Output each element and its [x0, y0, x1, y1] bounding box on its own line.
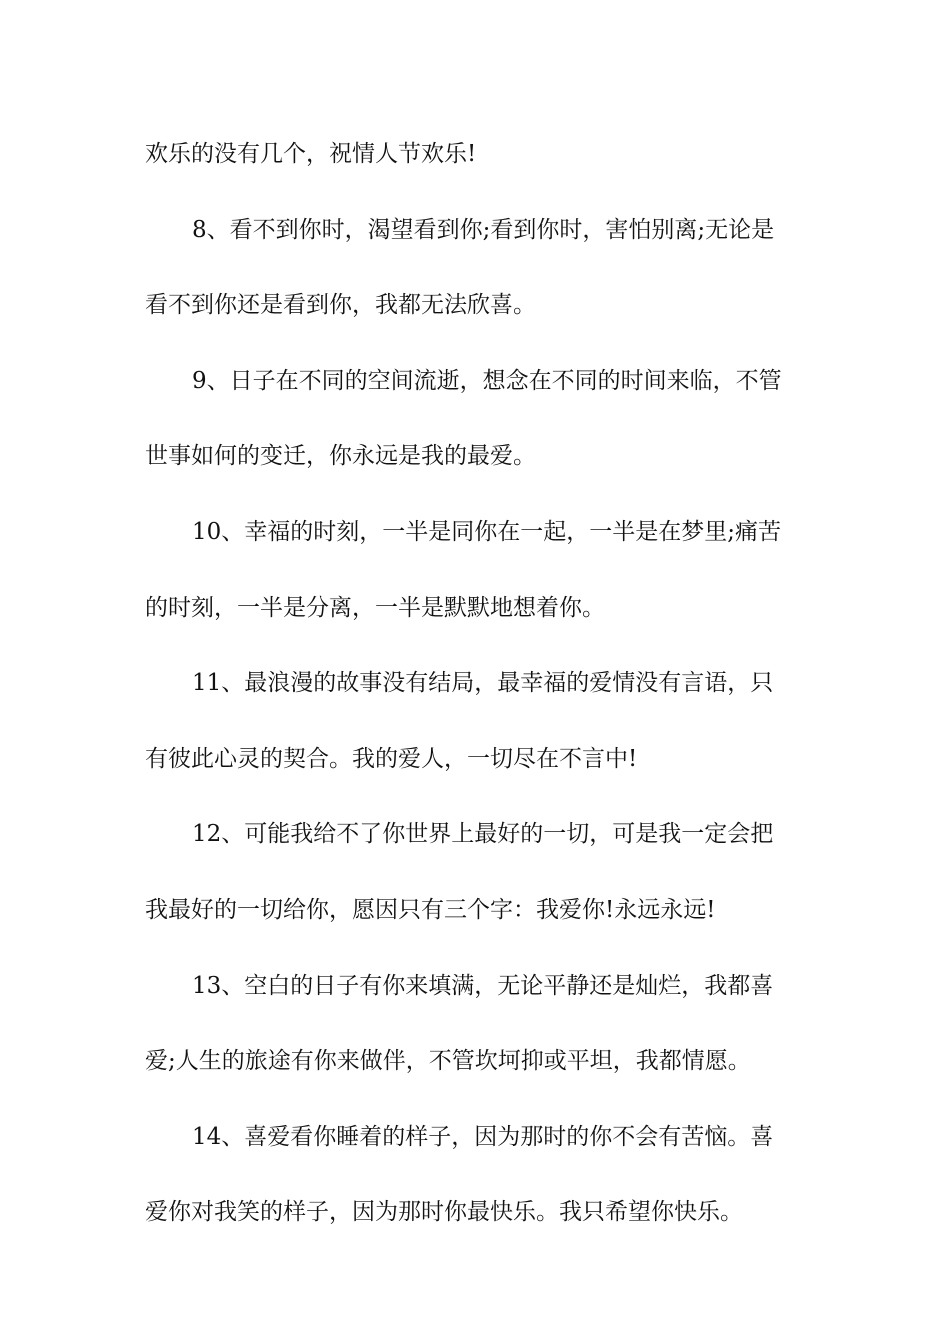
paragraph-14-line-2: 爱你对我笑的样子，因为那时你最快乐。我只希望你快乐。 — [145, 1199, 743, 1226]
text-line-1: 欢乐的没有几个，祝情人节欢乐! — [145, 141, 477, 167]
paragraph-12-line-1: 12、可能我给不了你世界上最好的一切，可是我一定会把 — [192, 821, 774, 848]
paragraph-14-line-1: 14、喜爱看你睡着的样子，因为那时的你不会有苦恼。喜 — [192, 1123, 774, 1150]
document-body — [145, 126, 807, 1260]
paragraph-9-line-1: 9、日子在不同的空间流逝，想念在不同的时间来临，不管 — [192, 367, 782, 394]
paragraph-9-line-2: 世事如何的变迁，你永远是我的最爱。 — [145, 443, 536, 470]
paragraph-8-line-2: 看不到你还是看到你，我都无法欣喜。 — [145, 292, 536, 319]
paragraph-13-line-1: 13、空白的日子有你来填满，无论平静还是灿烂，我都喜 — [192, 972, 774, 999]
paragraph-10-line-2: 的时刻，一半是分离，一半是默默地想着你。 — [145, 594, 605, 621]
paragraph-11-line-1: 11、最浪漫的故事没有结局，最幸福的爱情没有言语，只 — [192, 670, 774, 697]
paragraph-13-line-2: 爱;人生的旅途有你来做伴，不管坎坷抑或平坦，我都情愿。 — [145, 1048, 751, 1075]
paragraph-8-line-1: 8、看不到你时，渴望看到你;看到你时，害怕别离;无论是 — [192, 216, 775, 243]
paragraph-12-line-2: 我最好的一切给你，愿因只有三个字：我爱你!永远永远! — [145, 896, 716, 923]
paragraph-11-line-2: 有彼此心灵的契合。我的爱人，一切尽在不言中! — [145, 745, 638, 772]
paragraph-10-line-1: 10、幸福的时刻，一半是同你在一起，一半是在梦里;痛苦 — [192, 518, 782, 545]
